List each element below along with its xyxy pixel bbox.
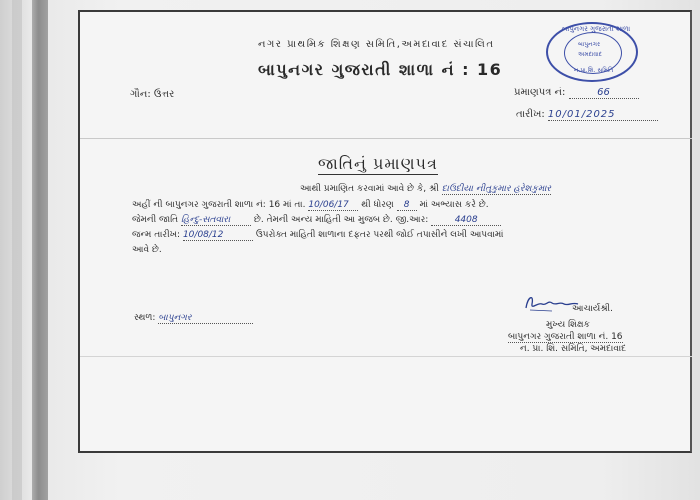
place-value: બાપુનગર xyxy=(158,314,253,324)
school-signature-line xyxy=(508,333,623,343)
body-line-4 xyxy=(132,231,504,241)
admission-date: 10/06/17 xyxy=(308,201,358,211)
gr-number-value: 4408 xyxy=(431,216,501,226)
certificate-date-label: તારીખ: xyxy=(516,109,545,120)
certificate-heading xyxy=(318,156,438,175)
principal-title: આચાર્યશ્રી. xyxy=(572,304,613,314)
certificate-date-value: 10/01/2025 xyxy=(548,110,658,121)
caste-value: હિન્દુ-સતવારા xyxy=(181,216,251,226)
student-name: દાઉદીયા નીતુકુમાર હરેશકુમાર xyxy=(441,184,552,194)
paper-fold-line xyxy=(80,138,692,139)
certificate-heading-text: જાતિનું પ્રમાણપત્ર xyxy=(318,154,438,173)
certificate-date-row xyxy=(516,110,658,121)
committee-line: ન. પ્રા. શિ. સમિતિ, અમદાવાદ xyxy=(520,344,627,354)
body-line-5: આવે છે. xyxy=(132,245,162,255)
stamp-ring-text: બાપુનગર ગુજરાતી શાળા xyxy=(562,25,631,33)
birth-date-value: 10/08/12 xyxy=(183,231,253,241)
body-line-4-suffix: ઉપરોક્ત માહિતી શાળાના દફતર પરથી જોઈ તપાસીને લખી આપવામાં xyxy=(255,230,504,240)
certificate-number-value: 66 xyxy=(569,88,639,99)
school-signature-text: બાપુનગર ગુજરાતી શાળા નં. 16 xyxy=(508,332,623,342)
body-line-3-prefix: જેમની જાતિ xyxy=(132,215,179,225)
stamp-center-line2: અમદાવાદ xyxy=(578,51,602,58)
principal-role: મુખ્ય શિક્ષક xyxy=(546,320,590,330)
gender-label: ગૌન: ઉત્તર xyxy=(130,89,175,100)
body-line-2-suffix: માં અભ્યાસ કરે છે. xyxy=(419,200,489,210)
stamp-center-line1: બાપુનગર xyxy=(578,41,601,48)
body-line-2 xyxy=(132,201,489,211)
body-line-1-prefix: આથી પ્રમાણિત કરવામાં આવે છે કે, શ્રી xyxy=(300,184,439,194)
body-line-3 xyxy=(132,216,501,226)
school-stamp xyxy=(546,22,638,82)
organization-line: નગર પ્રાથમિક શિક્ષણ સમિતિ,અમદાવાદ સંચાલિત xyxy=(258,39,495,50)
body-line-2-prefix: અહીં ની બાપુનગર ગુજરાતી શાળા નં: 16 માં તા. xyxy=(132,200,306,210)
body-line-1 xyxy=(300,185,551,195)
place-label: સ્થળ: xyxy=(134,313,156,323)
certificate-number-row xyxy=(514,88,639,99)
stamp-bottom-text: ન.પ્રા.શિ. સમિતિ xyxy=(574,67,614,74)
place-row xyxy=(134,314,253,324)
body-line-2-mid: થી ધોરણ xyxy=(361,200,394,210)
body-line-3-mid: છે. તેમની અન્ય માહિતી આ મુજબ છે. જી.આર: xyxy=(253,215,429,225)
binding-strip xyxy=(32,0,48,500)
paper-edge-shadow xyxy=(12,0,22,500)
school-title: બાપુનગર ગુજરાતી શાળા નં : 16 xyxy=(258,60,503,79)
standard-value: 8 xyxy=(397,201,417,211)
paper-fold-line-lower xyxy=(80,356,692,357)
body-line-4-prefix: જન્મ તારીખ: xyxy=(132,230,181,240)
certificate-number-label: પ્રમાણપત્ર નં: xyxy=(514,87,566,98)
